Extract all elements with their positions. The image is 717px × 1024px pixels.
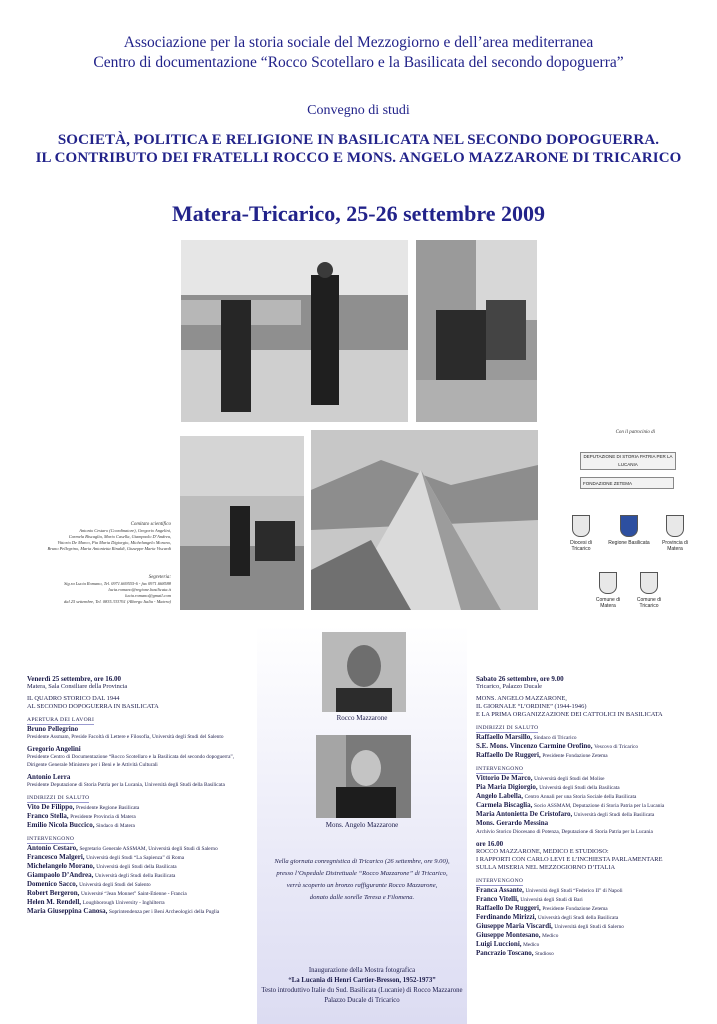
caption-angelo: Mons. Angelo Mazzarone: [325, 821, 399, 829]
speaker-row: [476, 931, 711, 940]
section-apertura: APERTURA DEI LAVORI: [27, 717, 95, 723]
speaker-name: Robert Bergeron,: [27, 889, 80, 897]
photo-calanchi-landscape: [311, 430, 538, 610]
crest-label: Diocesi di Tricarico: [570, 540, 592, 552]
saluto-row: [27, 812, 253, 821]
regione-basilicata-crest: [606, 515, 652, 546]
saluto-row: [476, 733, 711, 742]
speaker-row: [476, 774, 711, 783]
speaker-role: Presidente Assmam, Preside Facoltà di Lettere e Filosofia, Università degli Studi del Salento: [27, 734, 224, 740]
segreteria-email: lucia.romano@regione.basilicata.it: [108, 587, 171, 592]
comune-matera-crest: [592, 572, 624, 609]
speaker-name: Maria Antonietta De Cristofaro,: [476, 810, 573, 818]
speaker-name: Pancrazio Toscano,: [476, 949, 534, 957]
fondazione-label: FONDAZIONE ZETEMA: [583, 481, 633, 486]
day2-date: Sabato 26 settembre, ore 9.00: [476, 675, 564, 683]
speaker-row: [27, 889, 253, 898]
day2-theme: IL GIORNALE “L’ORDINE” (1944-1946): [476, 703, 587, 710]
saluto-row: [27, 803, 253, 812]
conference-date: Matera-Tricarico, 25-26 settembre 2009: [171, 201, 546, 226]
speaker-name: Franca Assante,: [476, 886, 524, 894]
speaker-row: [476, 895, 711, 904]
afternoon-theme: SULLA MISERIA NEL MEZZOGIORNO D’ITALIA: [476, 864, 616, 871]
speaker-name: Vito De Filippo,: [27, 803, 75, 811]
section-saluto: INDIRIZZI DI SALUTO: [476, 725, 539, 731]
speaker-name: Franco Vitelli,: [476, 895, 519, 903]
speaker-role: Università degli Studi di Bari: [520, 897, 583, 903]
speaker-name: S.E. Mons. Vincenzo Carmine Orofino,: [476, 742, 593, 750]
speaker-name: Giuseppe Montesano,: [476, 931, 541, 939]
speaker-role: Presidente Fondazione Zetema: [542, 753, 608, 759]
speaker-role: Studioso: [535, 951, 554, 957]
speaker-name: Pia Maria Digiorgio,: [476, 783, 538, 791]
segreteria: [30, 575, 171, 605]
note-line: presso l’Ospedale Distrettuale “Rocco Mazzarone” di Tricarico,: [276, 870, 448, 877]
speaker-role: Vescovo di Tricarico: [594, 744, 638, 750]
mostra-line: Testo introduttivo Italie du Sud. Basilicata (Lucanie) di Rocco Mazzarone: [261, 987, 463, 994]
speaker-row: [27, 844, 253, 853]
speaker-role: Università degli Studi “Federico II” di Napoli: [525, 888, 623, 894]
speaker-name: Antonio Cestaro,: [27, 844, 78, 852]
crest-label: Comune di Tricarico: [636, 597, 662, 609]
day2-place: Tricarico, Palazzo Ducale: [476, 683, 542, 690]
note-line: donato dalle sorelle Teresa e Filomena.: [309, 894, 415, 901]
speaker-name: Emilio Nicola Buccico,: [27, 821, 95, 829]
afternoon-theme: ROCCO MAZZARONE, MEDICO E STUDIOSO:: [476, 848, 609, 855]
convegno-label: Convegno di studi: [307, 103, 410, 118]
comune-tricarico-crest-icon: [640, 572, 658, 594]
centre-name: Centro di documentazione “Rocco Scotellaro e la Basilicata del secondo dopoguerra”: [93, 54, 624, 71]
patrocinio-heading: Con il patrocinio di: [615, 430, 655, 435]
speaker-role: Archivio Storico Diocesano di Potenza, Deputazione di Storia Patria per la Lucania: [476, 829, 653, 835]
mostra-info: [250, 966, 474, 1006]
speaker-name: Maria Giuseppina Canosa,: [27, 907, 108, 915]
speaker-row: [27, 880, 253, 889]
speaker-row: [476, 810, 711, 819]
comitato-line: Bruno Pellegrino, Maria Antonietta Rinaldi, Giuseppe Maria Viscardi: [47, 546, 171, 551]
portrait-rocco-mazzarone: [322, 632, 406, 712]
speaker-role: Sindaco di Tricarico: [533, 735, 577, 741]
speaker-role: Sindaco di Matera: [96, 823, 135, 829]
speaker-row: [476, 819, 711, 828]
day1-theme: IL QUADRO STORICO DAL 1944: [27, 695, 120, 702]
day1-place: Matera, Sala Consiliare della Provincia: [27, 683, 128, 690]
provincia-crest-icon: [666, 515, 684, 537]
speaker-row: [476, 801, 711, 810]
speaker-role: Presidente Fondazione Zetema: [542, 906, 608, 912]
speaker-role: Medico: [542, 933, 559, 939]
speaker-name: Ferdinando Mirizzi,: [476, 913, 537, 921]
speaker-role: Università degli Studi della Basilicata: [96, 864, 177, 870]
portrait-angelo-mazzarone: [316, 735, 411, 818]
note-line: verrà scoperto un bronzo raffigurante Rocco Mazzarone,: [286, 882, 438, 889]
speaker-row: [27, 907, 253, 916]
speaker-name: Franco Stella,: [27, 812, 69, 820]
speaker-role: Université “Jean Monnet” Saint-Etienne - Francia: [80, 891, 187, 897]
speaker-name: Bruno Pellegrino: [27, 725, 79, 733]
crest-label: Provincia di Matera: [662, 540, 688, 552]
speaker-role: Segretario Generale ASSMAM, Università degli Studi di Salerno: [79, 846, 218, 852]
speaker-role: Presidente Centro di Documentazione “Rocco Scotellaro e la Basilicata del secondo dopoguerra”,: [27, 754, 235, 760]
day1-theme: AL SECONDO DOPOGUERRA IN BASILICATA: [27, 703, 159, 710]
comitato-line: Carmela Biscaglia, Mario Casella, Giampaolo D’Andrea,: [68, 534, 171, 539]
speaker-role: Presidente Deputazione di Storia Patria per la Lucania, Università degli Studi della Basilicata: [27, 782, 225, 788]
speaker-role: Centro Annali per una Storia Sociale della Basilicata: [524, 794, 637, 800]
speaker-row: [476, 949, 711, 958]
speaker-role: Medico: [523, 942, 540, 948]
speaker-row: [476, 940, 711, 949]
speaker-row: [27, 862, 253, 871]
speaker-row: [476, 783, 711, 792]
note-line: Nella giornata conregnistica di Tricarico (26 settembre, ore 9.00),: [274, 858, 450, 865]
crest-label: Regione Basilicata: [608, 540, 650, 546]
speaker-name: Raffaello Marsillo,: [476, 733, 532, 741]
deputazione-logo: [580, 452, 676, 470]
day1-date: Venerdì 25 settembre, ore 16.00: [27, 675, 121, 683]
segreteria-line: dal 25 settembre, Tel. 0835.333761 (Albergo Italia - Matera): [64, 599, 171, 604]
comune-matera-crest-icon: [599, 572, 617, 594]
speaker-name: Vittorio De Marco,: [476, 774, 533, 782]
speaker-row: [476, 886, 711, 895]
section-intervengono: INTERVENGONO: [476, 878, 524, 884]
comitato-line: Antonio Cestaro (Coordinatore), Gregorio Angelini,: [79, 528, 171, 533]
speaker-name: Carmela Biscaglia,: [476, 801, 533, 809]
comitato-heading: Comitato scientifico: [130, 522, 171, 527]
caption-rocco: Rocco Mazzarone: [336, 714, 388, 722]
photo-women-on-road: [181, 240, 408, 422]
speaker-row: [27, 898, 253, 907]
deputazione-label: DEPUTAZIONE DI STORIA PATRIA PER LA LUCANIA: [583, 454, 673, 467]
speaker-name: Antonio Lerra: [27, 773, 71, 781]
speaker-row: [476, 792, 711, 801]
speaker-role: Università degli Studi “La Sapienza” di Roma: [86, 855, 185, 861]
speaker-name: Giampaolo D’Andrea,: [27, 871, 94, 879]
segreteria-heading: Segreteria:: [148, 575, 171, 580]
section-intervengono: INTERVENGONO: [27, 836, 75, 842]
speaker-name: Angelo Labella,: [476, 792, 524, 800]
day2-theme: MONS. ANGELO MAZZARONE,: [476, 695, 567, 702]
diocesi-crest-icon: [572, 515, 590, 537]
photo-market-people: [416, 240, 537, 422]
conference-title-line1: SOCIETÀ, POLITICA E RELIGIONE IN BASILICATA NEL SECONDO DOPOGUERRA.: [57, 132, 660, 148]
speaker-role: Soprintendenza per i Beni Archeologici della Puglia: [108, 909, 220, 915]
regione-crest-icon: [620, 515, 638, 537]
conference-title-line2: IL CONTRIBUTO DEI FRATELLI ROCCO E MONS. ANGELO MAZZARONE DI TRICARICO: [35, 150, 682, 166]
speaker-name: Michelangelo Morano,: [27, 862, 95, 870]
segreteria-email: lucia.romano@gmail.com: [125, 593, 171, 598]
speaker-name: Luigi Luccioni,: [476, 940, 522, 948]
speaker-role: Socio ASSMAM, Deputazione di Storia Patria per la Lucania: [534, 803, 665, 809]
mostra-line: Palazzo Ducale di Tricarico: [324, 997, 400, 1004]
segreteria-line: Sig.ra Lucia Romano, Tel. 0971.669555-6 - fax 0971.668588: [64, 581, 171, 586]
speaker-name: Helen M. Rendell,: [27, 898, 82, 906]
saluto-row: [27, 821, 253, 830]
day2-theme: E LA PRIMA ORGANIZZAZIONE DEI CATTOLICI IN BASILICATA: [476, 711, 663, 718]
comitato-scientifico: [30, 522, 171, 552]
association-name: Associazione per la storia sociale del Mezzogiorno e dell’area mediterranea: [123, 34, 594, 51]
speaker-name: Mons. Gerardo Messina: [476, 819, 549, 827]
speaker-role: Università degli Studi della Basilicata: [537, 915, 619, 921]
speaker-role: Dirigente Generale Ministero per i Beni e le Attività Culturali: [27, 762, 158, 768]
section-intervengono: INTERVENGONO: [476, 766, 524, 772]
program-day1: [27, 675, 253, 916]
afternoon-theme: I RAPPORTI CON CARLO LEVI E L’INCHIESTA PARLAMENTARE: [476, 856, 663, 863]
program-day2: [476, 675, 711, 958]
saluto-row: [476, 742, 711, 751]
mostra-line: Inaugurazione della Mostra fotografica: [308, 967, 416, 974]
speaker-role: Presidente Regione Basilicata: [76, 805, 140, 811]
speaker-role: Università degli Studi della Basilicata: [573, 812, 655, 818]
comitato-line: Vittorio De Marco, Pia Maria Digiorgio, Michelangelo Morano,: [57, 540, 171, 545]
speaker-name: Raffaello De Ruggeri,: [476, 751, 541, 759]
afternoon-time: ore 16.00: [476, 840, 504, 848]
comune-tricarico-crest: [632, 572, 666, 609]
speaker-name: Gregorio Angelini: [27, 745, 81, 753]
speaker-role: Università degli Studi del Salento: [79, 882, 151, 888]
speaker-role: Università degli Studi della Basilicata: [539, 785, 620, 791]
photo-sassi-donkey: [180, 436, 304, 610]
speaker-row: [476, 913, 711, 922]
fondazione-zetema-logo: [580, 477, 674, 489]
speaker-role: Università degli Studi di Salerno: [554, 924, 624, 930]
speaker-name: Domenico Sacco,: [27, 880, 78, 888]
speaker-name: Giuseppe Maria Viscardi,: [476, 922, 553, 930]
speaker-name: Francesco Malgeri,: [27, 853, 85, 861]
speaker-row: [476, 922, 711, 931]
provincia-matera-crest: [656, 515, 694, 552]
mostra-title: “La Lucania di Henri Cartier-Bresson, 1952-1973”: [288, 977, 436, 984]
bronze-note: [257, 856, 467, 904]
section-saluto: INDIRIZZI DI SALUTO: [27, 795, 90, 801]
crest-label: Comune di Matera: [595, 597, 621, 609]
speaker-role: Presidente Provincia di Matera: [70, 814, 136, 820]
speaker-role: Loughborough University - Inghilterra: [82, 900, 165, 906]
speaker-row: [27, 871, 253, 880]
speaker-row: [27, 853, 253, 862]
saluto-row: [476, 751, 711, 760]
speaker-role: Università degli Studi della Basilicata: [94, 873, 176, 879]
diocesi-tricarico-crest: [565, 515, 597, 552]
speaker-name: Raffaello De Ruggeri,: [476, 904, 541, 912]
speaker-role: Università degli Studi del Molise: [534, 776, 605, 782]
speaker-row: [476, 904, 711, 913]
